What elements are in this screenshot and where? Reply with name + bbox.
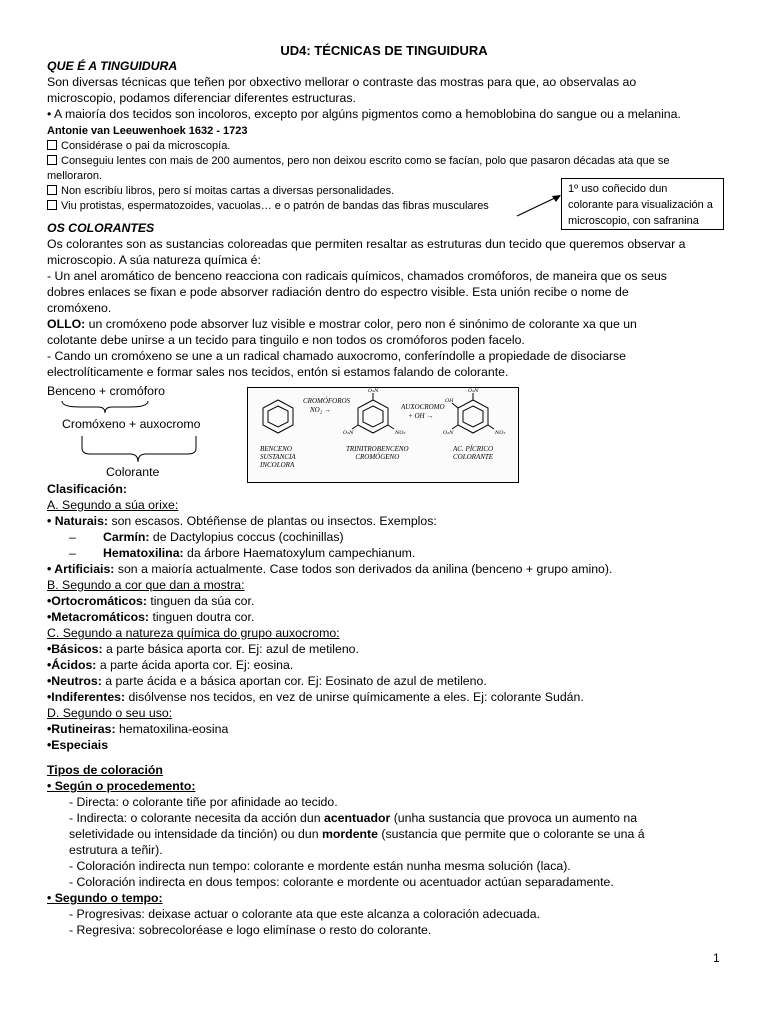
figure-label: AUXOCROMO — [401, 403, 445, 411]
callout-arrow-icon — [515, 190, 565, 220]
paragraph-line: - Un anel aromático de benceno reacciona con radicais químicos, chamados cromóforos, de maneira que os seus — [47, 269, 667, 283]
item-label: •Ácidos: — [47, 658, 97, 672]
ollo-label: OLLO: — [47, 317, 86, 331]
checklist-text-continued: melloraron. — [47, 170, 103, 182]
paragraph-line: colotante debe unirse a un tecido para tinguilo e non todos os cromóforos poden facelo. — [47, 333, 525, 347]
callout-line: 1º uso coñecido dun — [568, 183, 668, 195]
paragraph-line: cromóxeno. — [47, 301, 112, 315]
figure-label: NO₂ → — [310, 406, 331, 414]
list-item — [47, 673, 727, 689]
list-item — [47, 513, 727, 529]
subheading: A. Segundo a súa orixe: — [47, 498, 179, 512]
subheading: B. Segundo a cor que dan a mostra: — [47, 578, 245, 592]
paragraph-line: Os colorantes son as sustancias coloreadas que permiten resaltar as estruturas dun tecido que queremos observar a — [47, 237, 686, 251]
svg-text:O₂N: O₂N — [443, 430, 454, 436]
checkbox-icon — [47, 155, 57, 165]
svg-text:NO₂: NO₂ — [495, 430, 506, 436]
figure-label: BENCENO — [260, 445, 292, 453]
section-clasificacion — [47, 481, 727, 753]
list-item — [47, 689, 727, 705]
item-label: •Neutros: — [47, 674, 102, 688]
list-item: - Progresivas: deixase actuar o colorante ata que este alcanza a coloración adecuada. — [69, 907, 540, 921]
item-text: tinguen da súa cor. — [146, 594, 255, 608]
list-item — [47, 593, 727, 609]
list-item: - Coloración indirecta en dous tempos: colorante e mordente ou acentuador actúan separadamente. — [69, 875, 614, 889]
list-item — [47, 810, 727, 826]
item-text: tinguen doutra cor. — [149, 610, 255, 624]
item-label: • Artificiais: — [47, 562, 115, 576]
item-text: a parte ácida aporta cor. Ej: eosina. — [96, 658, 294, 672]
item-text: (sustancia que permite que o colorante se una á — [377, 827, 645, 841]
figure-label: COLORANTE — [453, 453, 494, 461]
scheme-step-3: Colorante — [106, 465, 160, 479]
item-text: son a maioría actualmente. Case todos son derivados da anilina (benceno + grupo amino). — [114, 562, 613, 576]
section-colorantes — [47, 220, 727, 380]
figure-caption-benceno — [260, 445, 296, 469]
item-label: Carmín: — [103, 530, 150, 544]
svg-text:O₂N: O₂N — [468, 388, 479, 394]
checkbox-icon — [47, 200, 57, 210]
item-label: •Ortocromáticos: — [47, 594, 147, 608]
figure-label: CROMÓGENO — [355, 453, 400, 461]
scheme-step-2: Cromóxeno + auxocromo — [62, 417, 201, 431]
subheading: • Según o procedemento: — [47, 779, 196, 793]
list-item: - Regresiva: sobrecoloréase e logo elimínase o resto do colorante. — [69, 923, 432, 937]
section-heading-colorantes: OS COLORANTES — [47, 221, 155, 235]
subheading: • Segundo o tempo: — [47, 891, 163, 905]
svg-text:O₂N: O₂N — [343, 430, 354, 436]
item-label: •Básicos: — [47, 642, 103, 656]
paragraph-line: microscopio, podamos diferenciar diferentes estructuras. — [47, 91, 356, 105]
page-number: 1 — [713, 951, 720, 965]
page-title: UD4: TÉCNICAS DE TINGUIDURA — [280, 43, 488, 58]
item-text: - Indirecta: o colorante necesita da acción dun — [69, 811, 324, 825]
section-tipos-coloracion — [47, 762, 727, 938]
svg-text:O₂N: O₂N — [368, 388, 379, 394]
figure-label: + OH → — [408, 412, 434, 420]
svg-text:NO₂: NO₂ — [395, 430, 406, 436]
paragraph-line: microscopio. A súa natureza química é: — [47, 253, 261, 267]
figure-label: AC. PÍCRICO — [453, 445, 494, 453]
checkbox-icon — [47, 185, 57, 195]
figure-label: SUSTANCIA — [260, 453, 296, 461]
figure-label: INCOLORA — [260, 461, 295, 469]
svg-text:OH: OH — [445, 398, 454, 404]
item-label: • Naturais: — [47, 514, 109, 528]
figure-label: TRINITROBENCENO — [346, 445, 409, 453]
list-item-continued — [47, 826, 727, 842]
list-item: - Coloración indirecta nun tempo: colorante e mordente están nunha mesma solución (laca). — [69, 859, 571, 873]
subheading: D. Segundo o seu uso: — [47, 706, 173, 720]
list-item — [47, 657, 727, 673]
item-text: son escasos. Obtéñense de plantas ou insectos. Exemplos: — [108, 514, 437, 528]
brace-icon — [60, 399, 150, 415]
list-item: – Hematoxilina: da árbore Haematoxylum campechianum. — [69, 546, 416, 560]
paragraph-line: Son diversas técnicas que teñen por obxectivo mellorar o contraste das mostras para que, ao observalas ao — [47, 75, 637, 89]
item-text: de Dactylopius coccus (cochinillas) — [149, 530, 344, 544]
paragraph-text: un cromóxeno pode absorver luz visible e mostrar color, pero non é sinónimo de colorante xa que un — [85, 317, 637, 331]
checklist-item — [47, 139, 727, 154]
list-item: - Directa: o colorante tiñe por afinidade ao tecido. — [69, 795, 338, 809]
paragraph-line: electrolíticamente e formar sales nos tecidos, entón si estamos falando de colorante. — [47, 365, 509, 379]
list-item — [47, 561, 727, 577]
checklist-text: Non escribíu libros, pero sí moitas cartas a diversas personalidades. — [61, 185, 395, 197]
callout-line: microscopio, con safranina — [568, 215, 699, 227]
list-item: – Carmín: de Dactylopius coccus (cochinillas) — [69, 530, 344, 544]
subheading: C. Segundo a natureza química do grupo auxocromo: — [47, 626, 340, 640]
list-item — [47, 721, 727, 737]
section-heading-tinguidura: QUE É A TINGUIDURA — [47, 59, 178, 73]
item-text: hematoxilina-eosina — [115, 722, 229, 736]
item-term: mordente — [321, 827, 378, 841]
paragraph-line: • A maioría dos tecidos son incoloros, excepto por algúns pigmentos como a hemoblobina do sangue ou a melanina. — [47, 107, 681, 121]
checklist-item — [47, 154, 727, 169]
item-text: da árbore Haematoxylum campechianum. — [183, 546, 416, 560]
checkbox-icon — [47, 140, 57, 150]
item-term: acentuador — [323, 811, 391, 825]
item-text: disólvense nos tecidos, en vez de unirse químicamente a eles. Ej: colorante Sudán. — [125, 690, 584, 704]
figure-caption-picrico — [453, 445, 493, 461]
item-label: •Metacromáticos: — [47, 610, 150, 624]
paragraph-line — [47, 316, 727, 332]
scheme-step-1: Benceno + cromóforo — [47, 384, 165, 398]
item-label: •Indiferentes: — [47, 690, 126, 704]
checklist-text: Conseguiu lentes con mais de 200 aumentos, pero non deixou escrito como se facían, polo que pasaron décadas ata que se — [61, 155, 670, 167]
checklist-text: Viu protistas, espermatozoides, vacuolas… e o patrón de bandas das fibras musculares — [61, 200, 489, 212]
item-text: (unha sustancia que provoca un aumento na — [390, 811, 638, 825]
list-item: •Especiais — [47, 738, 109, 752]
figure-label: CROMÓFOROS — [303, 397, 351, 405]
section-heading-tipos: Tipos de coloración — [47, 763, 163, 777]
checklist-text: Considérase o pai da microscopía. — [61, 140, 231, 152]
list-item-continued: estrutura a teñir). — [69, 843, 163, 857]
list-item — [47, 641, 727, 657]
paragraph-line: - Cando un cromóxeno se une a un radical chamado auxocromo, conferíndolle a propiedade de disociarse — [47, 349, 626, 363]
paragraph-line: dobres enlaces se fixan e pode absorver radiación dentro do espectro visible. Esta unión recibe o nome de — [47, 285, 629, 299]
item-text: a parte básica aporta cor. Ej: azul de metileno. — [102, 642, 359, 656]
item-text: a parte ácida e a básica aportan cor. Ej: Eosinato de azul de metileno. — [101, 674, 487, 688]
item-text: seletividade ou intensidade da tinción) ou dun — [69, 827, 322, 841]
figure-caption-trinitro — [346, 445, 409, 461]
item-label: Hematoxilina: — [103, 546, 184, 560]
leeuwenhoek-heading: Antonie van Leeuwenhoek 1632 - 1723 — [47, 125, 248, 137]
callout-line: colorante para visualización a — [568, 199, 713, 211]
section-heading-clasificacion: Clasificación: — [47, 482, 127, 496]
item-label: •Rutineiras: — [47, 722, 116, 736]
list-item — [47, 609, 727, 625]
brace-icon — [80, 434, 200, 464]
chemistry-figure — [247, 387, 519, 483]
